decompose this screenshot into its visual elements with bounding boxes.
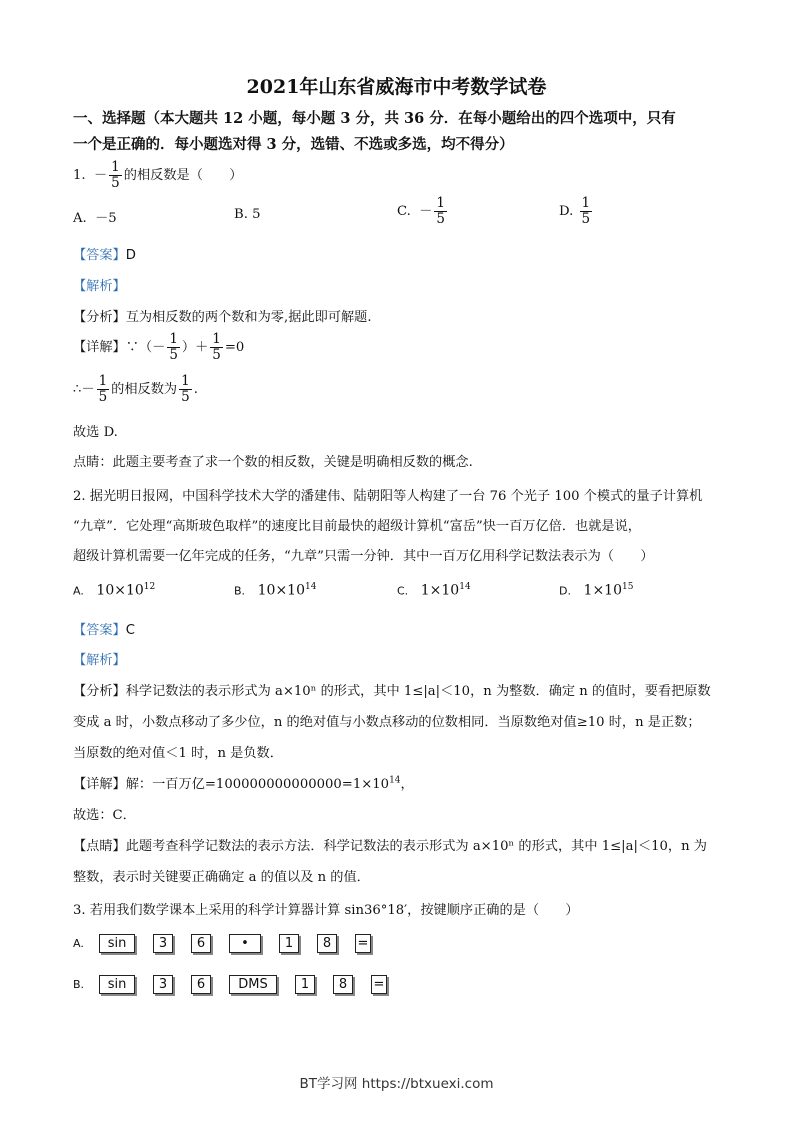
q1-detail-mid: ）＋: [181, 340, 209, 355]
q1-stem: [73, 160, 242, 191]
q2-option-a-base: 10×10: [96, 582, 144, 599]
q2-answer: [73, 619, 135, 638]
key-equals: =: [371, 975, 387, 994]
key-1: 1: [295, 975, 315, 994]
q1-detail-frac2-num: 1: [212, 331, 221, 347]
q1-option-d-label: D.: [559, 204, 574, 219]
q1-option-b: [234, 207, 260, 222]
q1-option-d: [559, 196, 594, 227]
q2-option-b-exp: 14: [304, 582, 317, 592]
q3-stem: 3. 若用我们数学课本上采用的科学计算器计算 sin36°18′，按键顺序正确的是（ ）: [73, 903, 579, 918]
q2-choose: 故选：C．: [73, 808, 136, 823]
q2-option-b: [234, 582, 316, 598]
q1-detail-frac2: [210, 332, 223, 363]
q1-detail-frac1: [167, 332, 180, 363]
q2-option-d: [559, 582, 633, 598]
q1-therefore-frac2: [179, 374, 192, 405]
q1-detail-prefix: 【详解】∵（－: [73, 340, 166, 355]
q2-detail-end: ，: [400, 777, 414, 792]
q1-detail-end: =0: [224, 340, 245, 355]
q2-option-b-base: 10×10: [257, 582, 305, 599]
section-heading-line1: 一、选择题（本大题共 12 小题，每小题 3 分，共 36 分．在每小题给出的四个选项中，只有: [73, 110, 676, 127]
q1-therefore-end: .: [193, 382, 198, 397]
key-6: 6: [191, 934, 211, 953]
q1-therefore-frac1: [97, 374, 110, 405]
key-6: 6: [191, 975, 211, 994]
key-sin: sin: [99, 975, 135, 994]
q2-option-a-label: A.: [73, 584, 84, 598]
key-8: 8: [333, 975, 353, 994]
q2-fenxi-line2: 变成 a 时，小数点移动了多少位，n 的绝对值与小数点移动的位数相同．当原数绝对值≥10 时，n 是正数；: [73, 715, 701, 730]
q2-option-d-exp: 15: [622, 582, 634, 592]
q2-fenxi-line3: 当原数的绝对值＜1 时，n 是负数．: [73, 746, 283, 761]
key-dot: •: [229, 934, 261, 953]
q1-option-a: [73, 207, 117, 226]
key-1: 1: [279, 934, 299, 953]
q1-option-c-den: 5: [436, 211, 445, 227]
q2-detail-base: 1×10: [352, 777, 390, 792]
q1-therefore-frac1-num: 1: [98, 373, 108, 389]
q1-therefore-frac2-den: 5: [181, 389, 190, 405]
q1-option-b-label: B.: [234, 207, 248, 222]
q2-option-c: [397, 582, 471, 598]
key-dms: DMS: [229, 975, 277, 994]
q1-option-b-text: 5: [252, 207, 261, 222]
q2-option-c-label: C.: [397, 584, 409, 598]
q3-option-b: [73, 975, 405, 994]
q2-option-c-exp: 14: [459, 582, 471, 592]
q1-detail-frac2-den: 5: [212, 347, 221, 363]
q2-option-b-label: B.: [234, 584, 246, 598]
q1-option-c-num: 1: [436, 195, 445, 211]
q1-frac-den: 5: [111, 175, 120, 191]
q1-option-c-text: －: [419, 204, 433, 219]
q1-option-c-fraction: [434, 196, 447, 227]
section-heading-line2: 一个是正确的．每小题选对得 3 分，选错、不选或多选，均不得分）: [73, 136, 514, 153]
q1-detail-frac1-num: 1: [169, 331, 178, 347]
q2-detail-exp: 14: [389, 775, 401, 786]
q2-comment-line2: 整数，表示时关键要正确确定 a 的值以及 n 的值．: [73, 870, 370, 885]
q1-frac-num: 1: [111, 159, 120, 175]
q2-fenxi-line1: 【分析】科学记数法的表示形式为 a×10ⁿ 的形式，其中 1≤|a|＜10，n 为整数．确定 n 的值时，要看把原数: [73, 684, 711, 699]
q1-number: 1.: [73, 168, 86, 183]
q1-option-d-num: 1: [581, 195, 591, 211]
q1-choose: 故选 D.: [73, 425, 118, 440]
q1-option-c: [397, 196, 449, 227]
q1-option-d-den: 5: [581, 211, 591, 227]
q1-answer-tag: 【答案】: [73, 248, 126, 263]
key-3: 3: [153, 934, 173, 953]
q1-therefore-frac1-den: 5: [98, 389, 108, 405]
q3-option-a-label: A.: [73, 937, 84, 950]
q1-therefore: [73, 374, 198, 405]
q2-option-a: [73, 582, 155, 598]
q1-option-a-text: －5: [95, 211, 117, 226]
q1-comment: 点睛：此题主要考查了求一个数的相反数，关键是明确相反数的概念.: [73, 455, 473, 470]
key-equals: =: [355, 934, 371, 953]
q2-option-c-base: 1×10: [420, 582, 460, 599]
q1-detail: [73, 332, 244, 363]
key-8: 8: [317, 934, 337, 953]
q1-option-a-label: A.: [73, 211, 87, 226]
q2-option-d-label: D.: [559, 584, 571, 598]
q1-stem-tail: 的相反数是（ ）: [123, 168, 243, 183]
q1-detail-frac1-den: 5: [169, 347, 178, 363]
q1-therefore-mid: 的相反数为: [111, 382, 178, 397]
q2-option-a-exp: 12: [143, 582, 156, 592]
footer-watermark: BT学习网 https://btxuexi.com: [299, 1076, 494, 1092]
q2-stem-line3: 超级计算机需要一亿年完成的任务，“九章”只需一分钟．其中一百万亿用科学记数法表示为（ ）: [73, 549, 654, 564]
q1-therefore-prefix: ∴－: [73, 382, 95, 397]
q1-answer-value: D: [125, 248, 136, 263]
q2-detail: [73, 773, 414, 792]
q1-analysis-tag: 【解析】: [73, 279, 126, 294]
q1-answer: [73, 244, 136, 263]
q1-minus: －: [93, 168, 108, 183]
q3-option-a: [73, 934, 389, 953]
q3-option-b-label: B.: [73, 978, 85, 991]
q2-analysis-tag: 【解析】: [73, 653, 126, 668]
q1-option-c-label: C.: [397, 204, 411, 219]
q2-option-d-base: 1×10: [583, 582, 622, 599]
key-sin: sin: [99, 934, 135, 953]
q1-option-d-fraction: [580, 196, 593, 227]
q2-comment-line1: 【点睛】此题考查科学记数法的表示方法．科学记数法的表示形式为 a×10ⁿ 的形式，其中 1≤|a|＜10，n 为: [73, 839, 707, 854]
q2-stem-line2: “九章”．它处理“高斯玻色取样”的速度比目前最快的超级计算机“富岳”快一百万亿倍．也就是说，: [73, 519, 641, 534]
q2-answer-tag: 【答案】: [73, 623, 126, 638]
q2-detail-prefix: 【详解】解：一百万亿=100000000000000=: [73, 777, 353, 792]
q2-stem-line1: 2. 据光明日报网，中国科学技术大学的潘建伟、陆朝阳等人构建了一台 76 个光子 100 个模式的量子计算机: [73, 489, 703, 504]
q1-fenxi: 【分析】互为相反数的两个数和为零,据此即可解题.: [73, 310, 372, 325]
page-title: 2021年山东省威海市中考数学试卷: [246, 76, 547, 98]
q1-therefore-frac2-num: 1: [181, 373, 190, 389]
q1-fraction: [109, 160, 122, 191]
q2-answer-value: C: [125, 623, 135, 638]
key-3: 3: [153, 975, 173, 994]
